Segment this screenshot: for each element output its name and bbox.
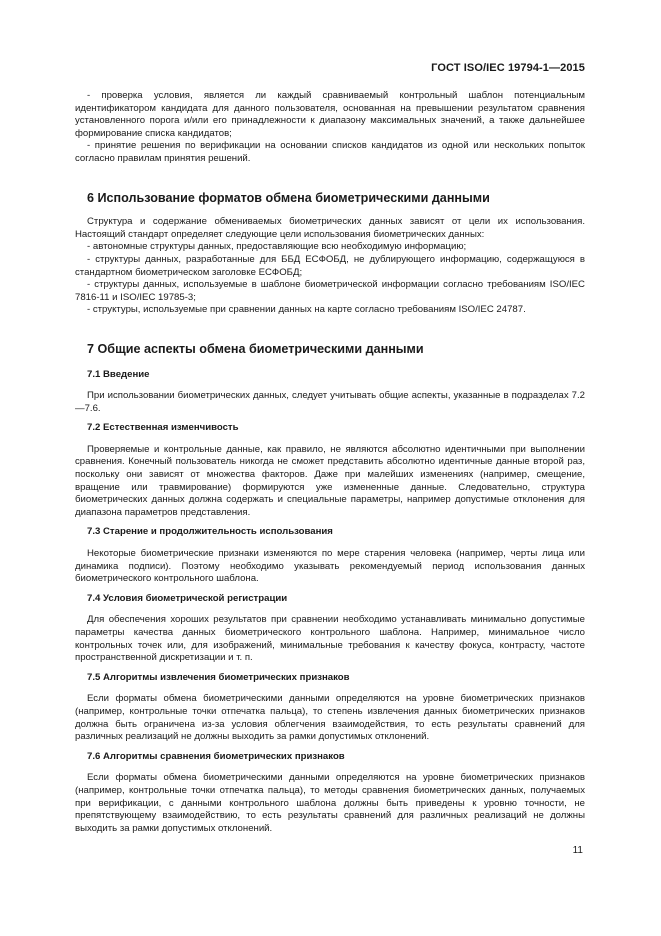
intro-item-2: - принятие решения по верификации на основании списков кандидатов из одной или нескольких попыток согласно правилам принятия решений. (75, 140, 585, 164)
subsection-7-1-text: При использовании биометрических данных, следует учитывать общие аспекты, указанные в подразделах 7.2—7.6. (75, 390, 585, 414)
section-6-list-item-4: - структуры, используемые при сравнении данных на карте согласно требованиям ISO/IEC 24787. (87, 304, 526, 316)
subsection-7-3-text: Некоторые биометрические признаки изменяются по мере старения человека (например, черты лица или динамика подписи). Поэтому необходимо указывать рекомендуемый период использования данных биометрического контрольного шаблона. (75, 548, 585, 585)
subsection-7-5-title: 7.5 Алгоритмы извлечения биометрических признаков (87, 671, 350, 683)
subsection-7-3-title: 7.3 Старение и продолжительность использования (87, 526, 333, 538)
subsection-7-2-title: 7.2 Естественная изменчивость (87, 422, 239, 434)
section-6-list-item-1: - автономные структуры данных, предоставляющие всю необходимую информацию; (87, 241, 467, 253)
subsection-7-6-text: Если форматы обмена биометрическими данными определяются на уровне биометрических признаков (например, контрольные точки отпечатка пальца), то методы сравнения биометрических данных, получаемых при верификации, с данными контрольного шаблона должны быть приведены к уровню точности, не препятствующему взаимодействию, то есть результаты сравнений для различных реализаций не должны выходить за рамки допустимых отклонений. (75, 772, 585, 834)
page-number: 11 (572, 845, 583, 856)
page-body (75, 90, 585, 835)
subsection-7-6-title: 7.6 Алгоритмы сравнения биометрических признаков (87, 750, 345, 762)
intro-item-1: - проверка условия, является ли каждый сравниваемый контрольный шаблон потенциальным идентификатором кандидата для данного пользователя, основанная на превышении результатом сравнения установленного порога и/или его принадлежности к диапазону максимальных значений, а также дальнейшее формирование списка кандидатов; (75, 90, 585, 139)
subsection-7-2-text: Проверяемые и контрольные данные, как правило, не являются абсолютно идентичными при выполнении сравнения. Конечный пользователь никогда не сможет представить абсолютно идентичные данные второй раз, поскольку они зависят от множества факторов. Даже при малейших изменениях (например, смещение, вращение или травмирование) формируются уже измененные данные. Следовательно, структура биометрических данных должна содержать и специальные параметры, например допустимые отклонения для диапазона параметров представления. (75, 443, 585, 518)
subsection-7-1-title: 7.1 Введение (87, 368, 150, 380)
subsection-7-4-text: Для обеспечения хороших результатов при сравнении необходимо устанавливать минимально допустимые параметры качества данных биометрического контрольного шаблона. Например, минимальное число контрольных точек или, для изображений, минимальные требования к качеству фокуса, контрасту, частоте пространственной дискретизации и т. п. (75, 614, 585, 664)
subsection-7-5-text: Если форматы обмена биометрическими данными определяются на уровне биометрических признаков (например, контрольные точки отпечатка пальца), то степень извлечения данных биометрических признаков должна быть ограничена из-за условия облегчения взаимодействия, то есть результаты сравнений для различных реализаций не должны выходить за рамки допустимых отклонений. (75, 693, 585, 743)
document-code-header: ГОСТ ISO/IEC 19794-1—2015 (431, 62, 585, 74)
section-6-list-item-2: - структуры данных, разработанные для ББД ЕСФОБД, не дублирующего информацию, содержащуюся в стандартном биометрическом заголовке ЕСФОБД; (75, 253, 585, 278)
section-6-list-item-3: - структуры данных, используемые в шаблоне биометрической информации согласно требованиям ISO/IEC 7816-11 и ISO/IEC 19785-3; (75, 279, 585, 303)
section-7-title: 7 Общие аспекты обмена биометрическими данными (87, 341, 424, 356)
subsection-7-4-title: 7.4 Условия биометрической регистрации (87, 592, 288, 604)
section-6-paragraph: Структура и содержание обмениваемых биометрических данных зависят от цели их использования. Настоящий стандарт определяет следующие цели использования биометрических данных: (75, 216, 585, 240)
section-6-title: 6 Использование форматов обмена биометрическими данными (87, 190, 490, 205)
